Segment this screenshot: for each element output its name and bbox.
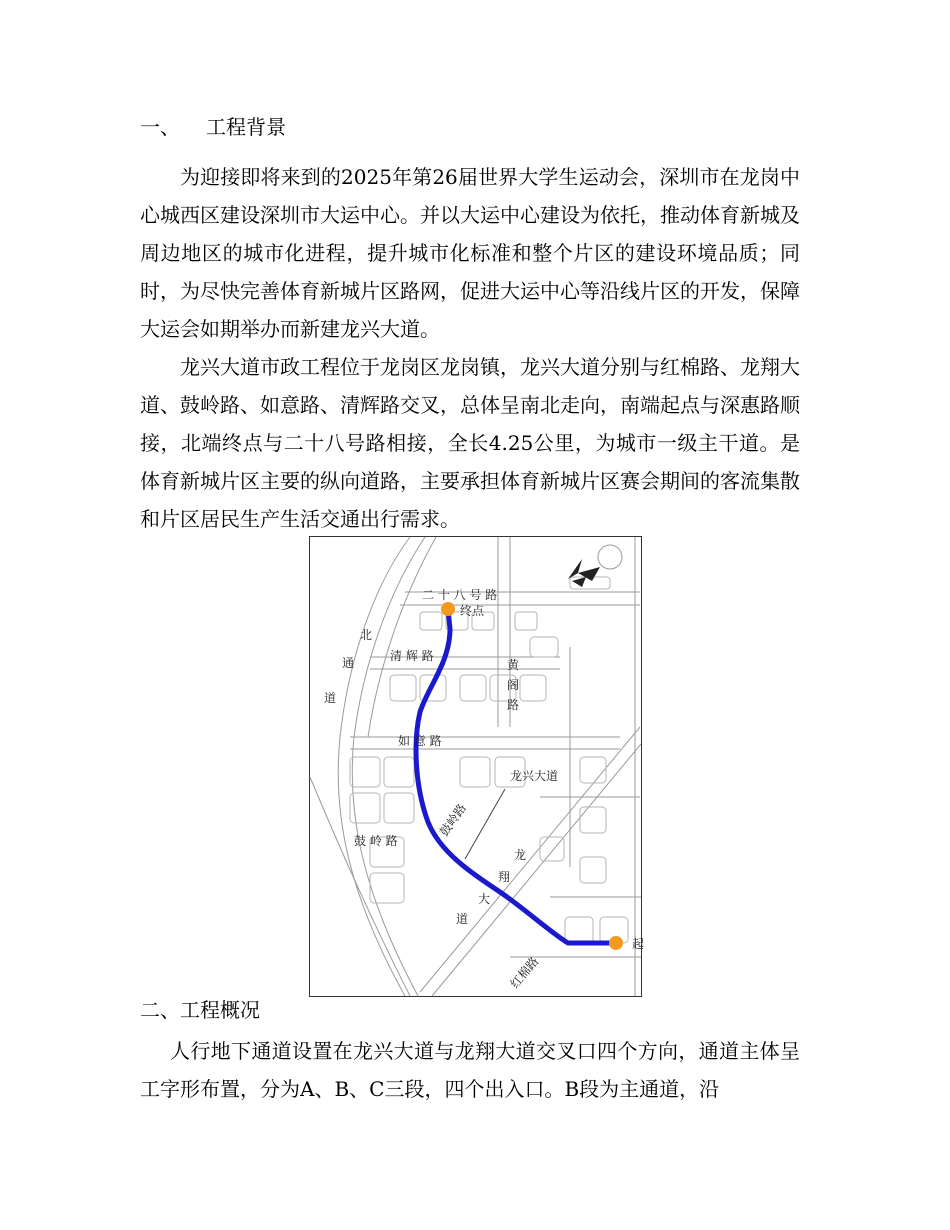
map-label-huangge-2: 阁 [507,678,520,692]
map-label-north-tongdao-3: 道 [324,691,337,705]
map-label-longxiang-2: 翔 [498,870,511,884]
map-label-huangge-3: 路 [507,698,520,712]
map-label-longxiang-3: 大 [478,892,491,906]
start-marker [609,936,623,950]
map-label-north-tongdao-2: 通 [342,656,355,670]
paragraph-project-location: 龙兴大道市政工程位于龙岗区龙岗镇，龙兴大道分别与红棉路、龙翔大道、鼓岭路、如意路、清辉路交叉，总体呈南北走向，南端起点与深惠路顺接，北端终点与二十八号路相接，全长4.25公里，为城市一级主干道。是体育新城片区主要的纵向道路，主要承担体育新城片区赛会期间的客流集散和片区居民生产生活交通出行需求。 [140,355,800,531]
map-label-guling: 鼓 岭 路 [354,834,398,848]
section-number: 一、 [140,115,180,139]
map-label-longxing: 龙兴大道 [510,769,559,783]
section-title: 工程背景 [206,115,286,139]
map-label-guling-diag: 鼓岭路 [436,801,470,839]
map-label-qinghui: 清 辉 路 [390,649,434,663]
section-heading-2: 二、工程概况 [140,998,260,1022]
map-label-hongmian: 红棉路 [507,954,542,991]
map-label-road-28: 二 十 八 号 路 [422,588,498,602]
map-label-end: 终点 [460,604,485,618]
map-label-longxiang-1: 龙 [514,848,527,862]
map-label-longxiang-4: 道 [456,912,469,926]
map-label-huangge-1: 黄 [507,658,520,672]
route-map-svg [310,537,645,996]
end-marker [441,602,455,616]
leader-line [465,789,505,859]
paragraph-overview: 人行地下通道设置在龙兴大道与龙翔大道交叉口四个方向，通道主体呈工字形布置，分为A、B、C三段，四个出入口。B段为主通道，沿 [140,1039,800,1101]
city-blocks [350,577,628,943]
map-label-start: 起 [632,937,645,951]
north-arrow-icon [568,559,600,587]
section-heading-1 [140,112,286,142]
map-label-ruyi: 如 意 路 [398,734,442,748]
map-label-north-tongdao-1: 北 [360,628,373,642]
route-map [309,536,645,997]
paragraph-background: 为迎接即将来到的2025年第26届世界大学生运动会，深圳市在龙岗中心城西区建设深圳市大运中心。并以大运中心建设为依托，推动体育新城及周边地区的城市化进程，提升城市化标准和整个片区的建设环境品质；同时，为尽快完善体育新城片区路网，促进大运中心等沿线片区的开发，保障大运会如期举办而新建龙兴大道。 [140,165,800,341]
